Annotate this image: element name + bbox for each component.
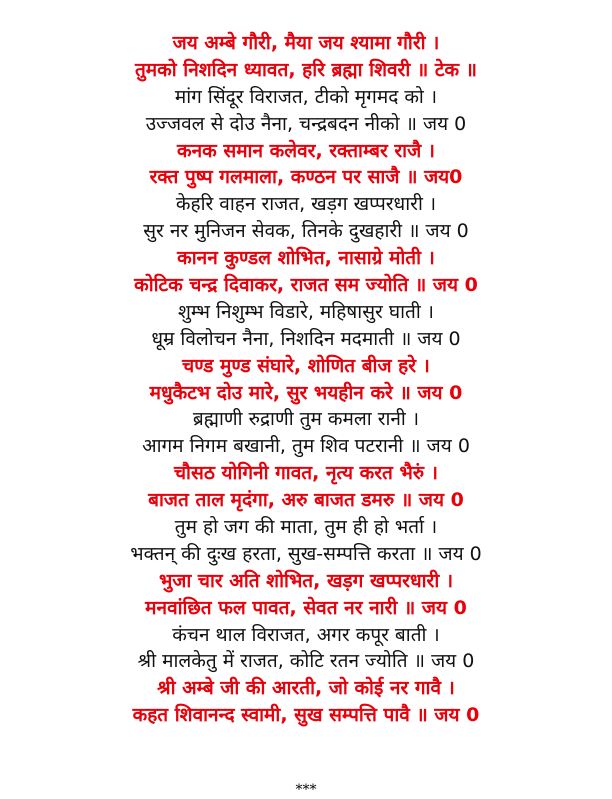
verse-line-25: श्री अम्बे जी की आरती, जो कोई नर गावै । xyxy=(157,677,455,700)
verse-line-14: मधुकैटभ दोउ मारे, सुर भयहीन करे ॥ जय 0 xyxy=(149,381,463,404)
verse-line-13: चण्ड मुण्ड संघारे, शोणित बीज हरे । xyxy=(182,354,430,377)
aarti-text-block xyxy=(0,30,612,729)
verse-line-11: शुम्भ निशुम्भ विडारे, महिषासुर घाती । xyxy=(178,300,434,323)
verse-line-17: चौसठ योगिनी गावत, नृत्य करत भैरुं । xyxy=(173,462,438,485)
verse-line-19: तुम हो जग की माता, तुम ही हो भर्ता । xyxy=(174,516,438,539)
verse-line-15: ब्रह्माणी रुद्राणी तुम कमला रानी । xyxy=(192,408,420,431)
verse-line-6: रक्त पुष्प गलमाला, कण्ठन पर साजै ॥ जय0 xyxy=(149,166,463,189)
verse-line-7: केहरि वाहन राजत, खड़ग खप्परधारी । xyxy=(175,193,437,216)
verse-line-18: बाजत ताल मृदंगा, अरु बाजत डमरु ॥ जय 0 xyxy=(148,489,464,512)
verse-line-1: जय अम्बे गौरी, मैया जय श्यामा गौरी । xyxy=(172,32,440,54)
verse-line-4: उज्जवल से दोउ नैना, चन्द्रबदन नीको ॥ जय 0 xyxy=(145,112,467,135)
verse-line-22: मनवांछित फल पावत, सेवत नर नारी ॥ जय 0 xyxy=(145,596,467,619)
verse-line-5: कनक समान कलेवर, रक्ताम्बर राजै । xyxy=(177,139,435,162)
verse-line-20: भक्तन् की दुःख हरता, सुख-सम्पत्ति करता ॥ जय 0 xyxy=(130,542,482,565)
verse-line-3: मांग सिंदूर विराजत, टीको मृगमद को । xyxy=(174,85,438,108)
verse-line-9: कानन कुण्डल शोभित, नासाग्रे मोती । xyxy=(177,247,435,270)
verse-line-24: श्री मालकेतु में राजत, कोटि रतन ज्योति ॥ जय 0 xyxy=(137,650,475,673)
verse-line-23: कंचन थाल विराजत, अगर कपूर बाती । xyxy=(172,623,440,646)
verse-line-16: आगम निगम बखानी, तुम शिव पटरानी ॥ जय 0 xyxy=(142,435,470,458)
end-marker: *** xyxy=(295,782,317,798)
verse-line-10: कोटिक चन्द्र दिवाकर, राजत सम ज्योति ॥ जय 0 xyxy=(134,274,478,297)
verse-line-2: तुमको निशदिन ध्यावत, हरि ब्रह्मा शिवरी ॥ टेक ॥ xyxy=(134,58,478,81)
verse-line-26: कहत शिवानन्द स्वामी, सुख सम्पत्ति पावै ॥ जय 0 xyxy=(132,704,480,727)
verse-line-12: धूम्र विलोचन नैना, निशदिन मदमाती ॥ जय 0 xyxy=(151,327,461,350)
verse-line-8: सुर नर मुनिजन सेवक, तिनके दुखहारी ॥ जय 0 xyxy=(143,220,469,243)
verse-line-21: भुजा चार अति शोभित, खड़ग खप्परधारी । xyxy=(158,569,454,592)
